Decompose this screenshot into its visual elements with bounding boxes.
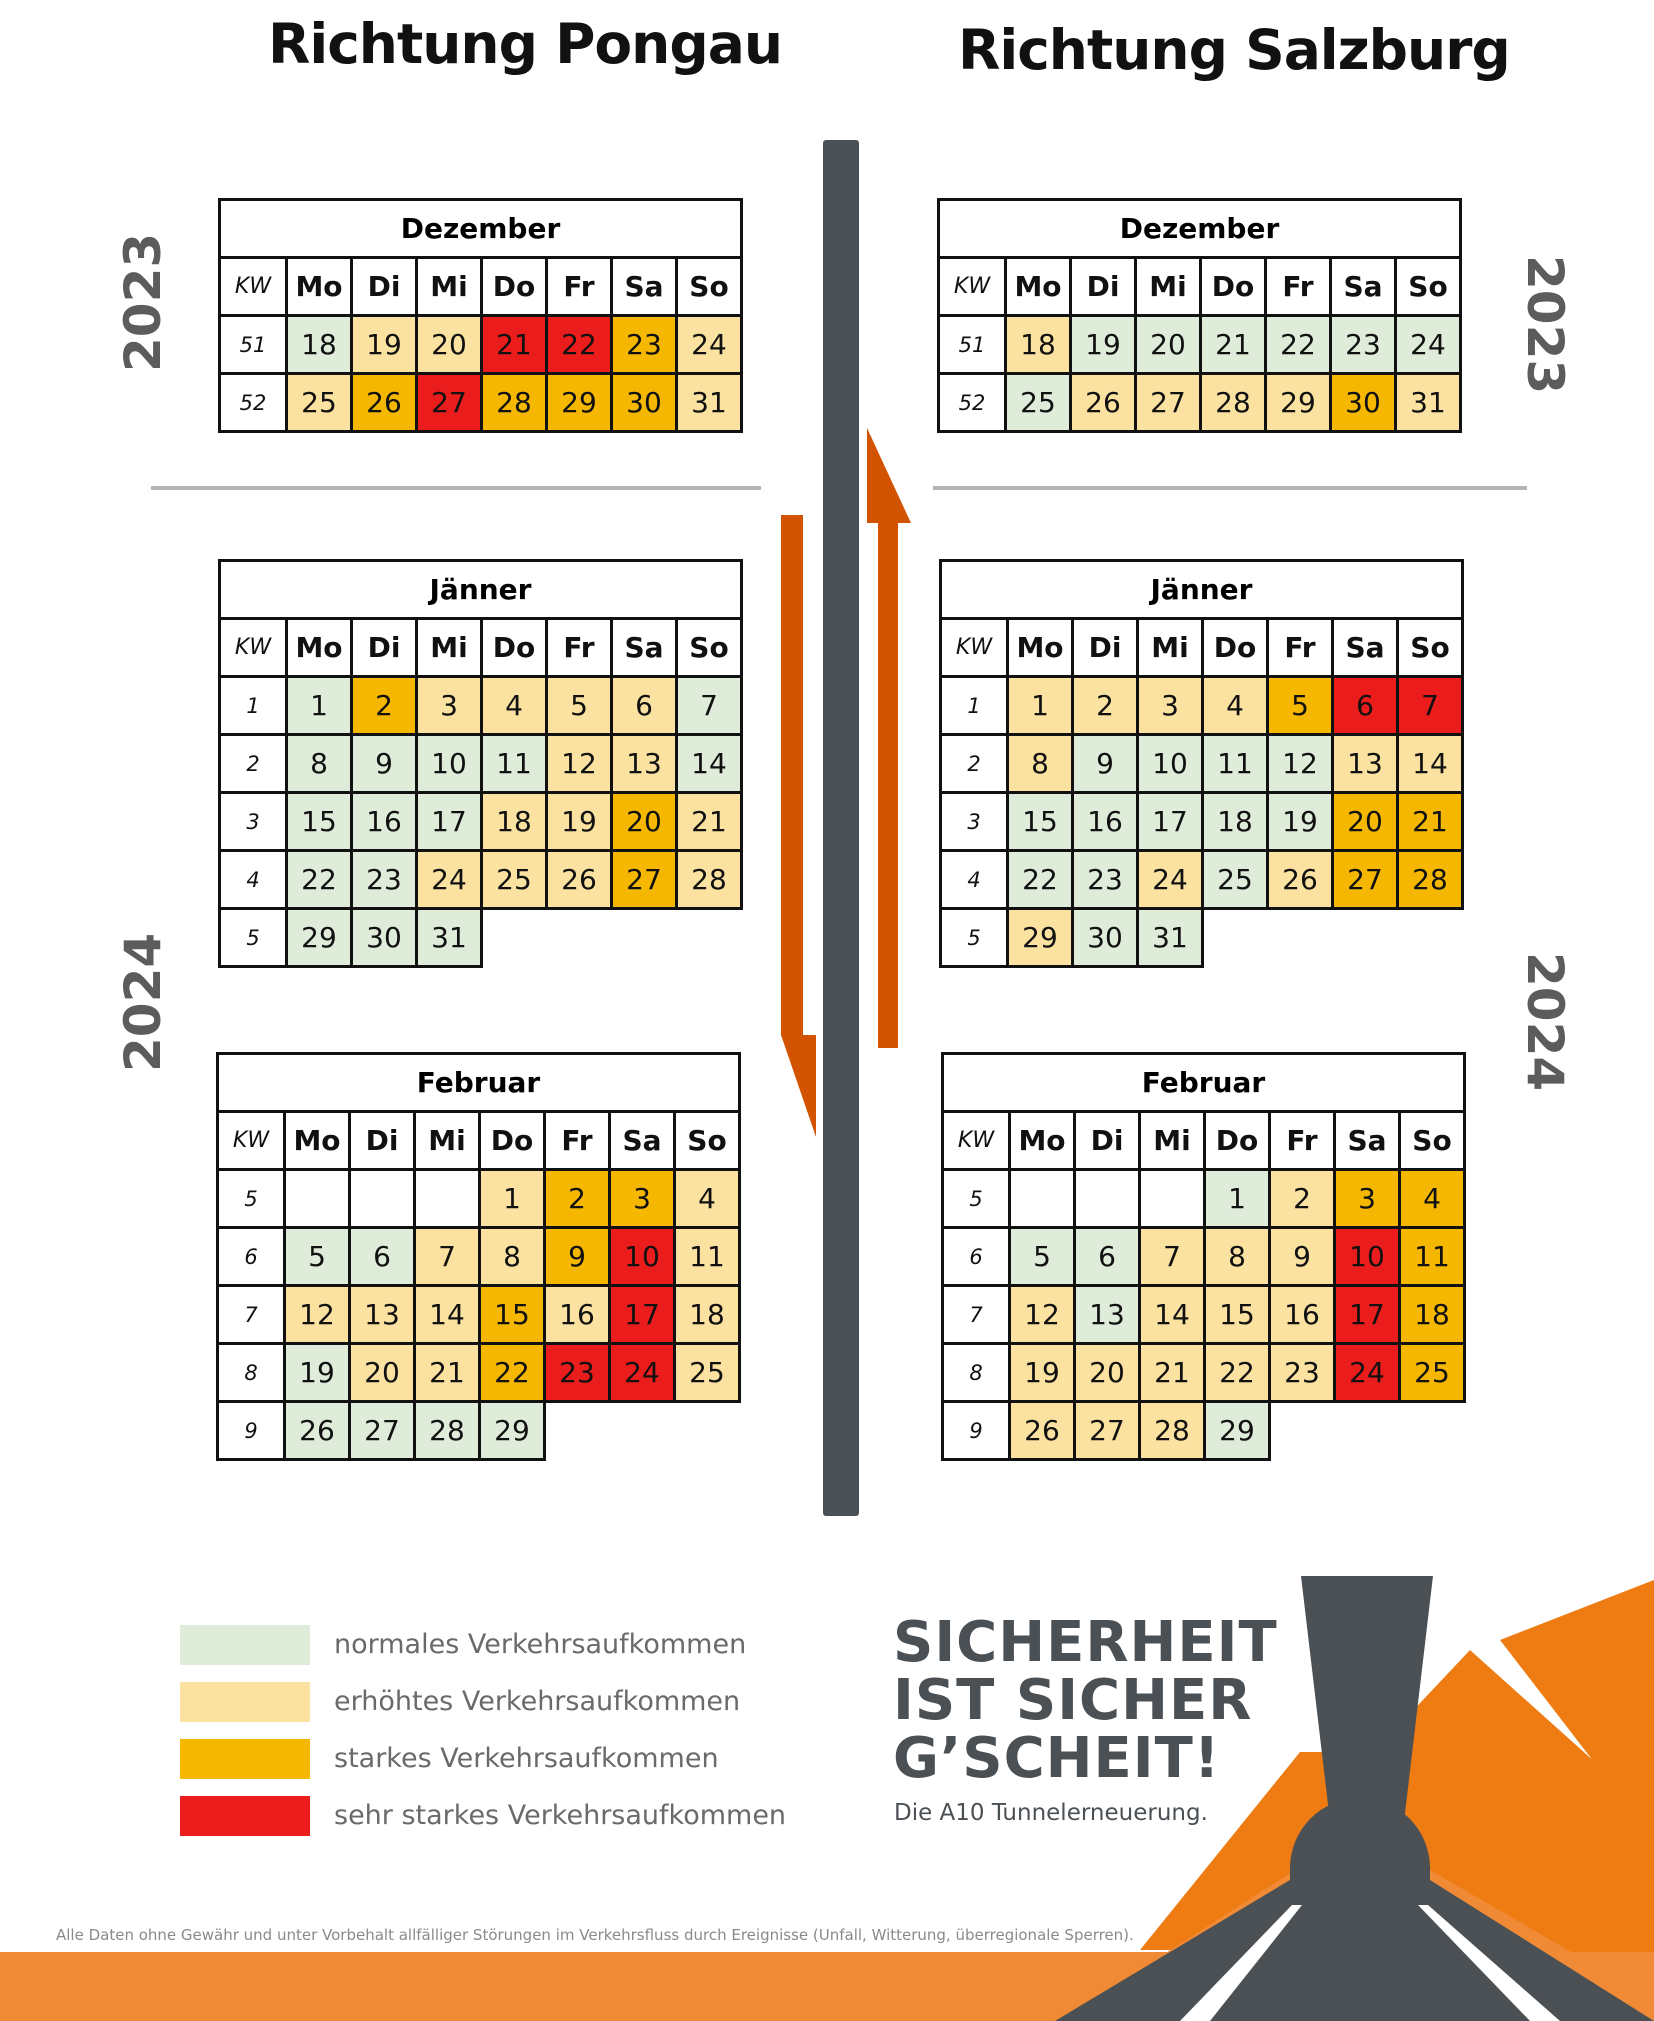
day-cell: 29 — [481, 1403, 546, 1461]
day-cell: 27 — [613, 852, 678, 910]
tunnel-mountain-graphic — [0, 1570, 1654, 2021]
weekday-header: Mi — [418, 620, 483, 678]
day-cell: 19 — [1269, 794, 1334, 852]
month-title: Dezember — [221, 201, 743, 259]
weekday-header: Mo — [1009, 620, 1074, 678]
day-cell: 29 — [288, 910, 353, 968]
day-cell: 6 — [351, 1229, 416, 1287]
empty-slot — [1204, 910, 1269, 968]
weekday-header: Fr — [1271, 1113, 1336, 1171]
day-cell: 6 — [1076, 1229, 1141, 1287]
week-number: 8 — [944, 1345, 1011, 1403]
weekday-header: Mo — [1007, 259, 1072, 317]
day-cell: 26 — [1072, 375, 1137, 433]
weekday-header: Do — [481, 1113, 546, 1171]
day-cell: 15 — [1009, 794, 1074, 852]
day-cell: 29 — [1009, 910, 1074, 968]
year-label-2023-left: 2023 — [114, 232, 172, 372]
legend-label-stark: starkes Verkehrsaufkommen — [334, 1743, 719, 1774]
month-title: Jänner — [942, 562, 1464, 620]
day-cell: 18 — [288, 317, 353, 375]
day-cell: 26 — [1269, 852, 1334, 910]
week-number: 7 — [944, 1287, 1011, 1345]
weekday-header: Fr — [546, 1113, 611, 1171]
empty-slot — [1336, 1403, 1401, 1461]
day-cell: 9 — [353, 736, 418, 794]
day-cell: 1 — [1206, 1171, 1271, 1229]
day-cell: 9 — [1271, 1229, 1336, 1287]
day-cell: 25 — [1007, 375, 1072, 433]
day-cell: 19 — [1011, 1345, 1076, 1403]
empty-slot — [1401, 1403, 1466, 1461]
day-cell: 31 — [1139, 910, 1204, 968]
day-cell: 12 — [1011, 1287, 1076, 1345]
day-cell: 30 — [613, 375, 678, 433]
kw-header: KW — [221, 259, 288, 317]
day-cell: 7 — [678, 678, 743, 736]
week-number: 1 — [221, 678, 288, 736]
slogan — [893, 1610, 1278, 1791]
road-center-bar — [823, 140, 859, 1516]
day-cell: 26 — [353, 375, 418, 433]
day-cell: 14 — [416, 1287, 481, 1345]
year-divider-left — [151, 486, 761, 490]
day-cell: 23 — [613, 317, 678, 375]
day-cell: 27 — [351, 1403, 416, 1461]
day-cell: 18 — [1007, 317, 1072, 375]
day-cell: 8 — [1009, 736, 1074, 794]
day-cell: 18 — [676, 1287, 741, 1345]
day-cell: 8 — [288, 736, 353, 794]
day-cell: 7 — [1399, 678, 1464, 736]
day-cell: 16 — [546, 1287, 611, 1345]
day-cell: 19 — [353, 317, 418, 375]
weekday-header: Mo — [288, 620, 353, 678]
day-cell: 23 — [353, 852, 418, 910]
day-cell: 2 — [1074, 678, 1139, 736]
calendar-pongau-dezember — [218, 198, 743, 433]
calendar-salzburg-februar — [941, 1052, 1466, 1461]
day-cell: 21 — [1202, 317, 1267, 375]
day-cell: 20 — [351, 1345, 416, 1403]
day-cell: 5 — [1011, 1229, 1076, 1287]
day-cell — [351, 1171, 416, 1229]
day-cell: 4 — [676, 1171, 741, 1229]
kw-header: KW — [219, 1113, 286, 1171]
weekday-header: Fr — [548, 620, 613, 678]
week-number: 4 — [942, 852, 1009, 910]
month-title: Februar — [944, 1055, 1466, 1113]
day-cell: 25 — [483, 852, 548, 910]
week-number: 8 — [219, 1345, 286, 1403]
day-cell: 21 — [1141, 1345, 1206, 1403]
month-title: Februar — [219, 1055, 741, 1113]
day-cell: 30 — [353, 910, 418, 968]
week-number: 3 — [942, 794, 1009, 852]
slogan-line-2: IST SICHER — [893, 1668, 1253, 1733]
day-cell: 13 — [351, 1287, 416, 1345]
day-cell: 29 — [548, 375, 613, 433]
weekday-header: Do — [483, 259, 548, 317]
empty-slot — [546, 1403, 611, 1461]
weekday-header: So — [678, 259, 743, 317]
day-cell: 24 — [611, 1345, 676, 1403]
day-cell: 30 — [1332, 375, 1397, 433]
empty-slot — [676, 1403, 741, 1461]
day-cell: 12 — [1269, 736, 1334, 794]
day-cell: 5 — [286, 1229, 351, 1287]
weekday-header: Sa — [613, 259, 678, 317]
day-cell: 26 — [286, 1403, 351, 1461]
day-cell: 2 — [546, 1171, 611, 1229]
day-cell: 19 — [286, 1345, 351, 1403]
weekday-header: Di — [353, 620, 418, 678]
day-cell: 20 — [1076, 1345, 1141, 1403]
day-cell: 24 — [678, 317, 743, 375]
weekday-header: Do — [483, 620, 548, 678]
day-cell: 13 — [613, 736, 678, 794]
week-number: 5 — [219, 1171, 286, 1229]
legend-label-erhoeht: erhöhtes Verkehrsaufkommen — [334, 1686, 741, 1717]
calendar-pongau-jaenner — [218, 559, 743, 968]
empty-slot — [1271, 1403, 1336, 1461]
month-title: Dezember — [940, 201, 1462, 259]
day-cell: 1 — [288, 678, 353, 736]
day-cell: 27 — [418, 375, 483, 433]
day-cell: 14 — [1399, 736, 1464, 794]
week-number: 5 — [221, 910, 288, 968]
day-cell: 6 — [1334, 678, 1399, 736]
day-cell: 30 — [1074, 910, 1139, 968]
day-cell: 18 — [1401, 1287, 1466, 1345]
day-cell: 11 — [1204, 736, 1269, 794]
day-cell: 12 — [286, 1287, 351, 1345]
weekday-header: Do — [1206, 1113, 1271, 1171]
day-cell: 8 — [481, 1229, 546, 1287]
empty-slot — [613, 910, 678, 968]
legend-label-normal: normales Verkehrsaufkommen — [334, 1629, 747, 1660]
day-cell: 9 — [1074, 736, 1139, 794]
day-cell: 25 — [288, 375, 353, 433]
year-divider-right — [933, 486, 1527, 490]
day-cell — [416, 1171, 481, 1229]
day-cell — [1076, 1171, 1141, 1229]
day-cell: 21 — [1399, 794, 1464, 852]
weekday-header: Fr — [548, 259, 613, 317]
week-number: 2 — [221, 736, 288, 794]
week-number: 9 — [944, 1403, 1011, 1461]
day-cell: 26 — [548, 852, 613, 910]
day-cell: 1 — [481, 1171, 546, 1229]
day-cell: 5 — [1269, 678, 1334, 736]
month-title: Jänner — [221, 562, 743, 620]
weekday-header: So — [1401, 1113, 1466, 1171]
day-cell: 25 — [676, 1345, 741, 1403]
heading-richtung-salzburg: Richtung Salzburg — [958, 18, 1510, 82]
day-cell: 27 — [1076, 1403, 1141, 1461]
week-number: 5 — [942, 910, 1009, 968]
day-cell: 21 — [416, 1345, 481, 1403]
empty-slot — [548, 910, 613, 968]
day-cell: 22 — [481, 1345, 546, 1403]
empty-slot — [611, 1403, 676, 1461]
day-cell: 1 — [1009, 678, 1074, 736]
day-cell: 29 — [1267, 375, 1332, 433]
weekday-header: So — [676, 1113, 741, 1171]
slogan-line-1: SICHERHEIT — [893, 1610, 1278, 1675]
day-cell: 23 — [1271, 1345, 1336, 1403]
week-number: 51 — [940, 317, 1007, 375]
day-cell: 20 — [1334, 794, 1399, 852]
empty-slot — [483, 910, 548, 968]
day-cell: 9 — [546, 1229, 611, 1287]
disclaimer-text: Alle Daten ohne Gewähr und unter Vorbehalt allfälliger Störungen im Verkehrsfluss durch Ereignisse (Unfall, Witterung, überregionale Sperren). — [56, 1926, 1134, 1944]
day-cell: 17 — [1139, 794, 1204, 852]
day-cell: 16 — [353, 794, 418, 852]
weekday-header: Mi — [1137, 259, 1202, 317]
day-cell: 10 — [1336, 1229, 1401, 1287]
week-number: 6 — [944, 1229, 1011, 1287]
day-cell: 22 — [288, 852, 353, 910]
day-cell: 22 — [1009, 852, 1074, 910]
day-cell: 16 — [1271, 1287, 1336, 1345]
calendar-salzburg-dezember — [937, 198, 1462, 433]
calendar-salzburg-jaenner — [939, 559, 1464, 968]
day-cell: 12 — [548, 736, 613, 794]
day-cell: 24 — [418, 852, 483, 910]
day-cell: 21 — [483, 317, 548, 375]
heading-richtung-pongau: Richtung Pongau — [268, 12, 782, 76]
day-cell: 11 — [1401, 1229, 1466, 1287]
day-cell: 15 — [1206, 1287, 1271, 1345]
day-cell: 28 — [1141, 1403, 1206, 1461]
day-cell: 15 — [288, 794, 353, 852]
day-cell: 25 — [1204, 852, 1269, 910]
arrow-up-icon — [864, 428, 912, 1053]
year-label-2024-left: 2024 — [114, 932, 172, 1072]
weekday-header: Sa — [1336, 1113, 1401, 1171]
empty-slot — [1269, 910, 1334, 968]
day-cell: 3 — [1336, 1171, 1401, 1229]
day-cell: 24 — [1397, 317, 1462, 375]
day-cell: 19 — [1072, 317, 1137, 375]
day-cell: 24 — [1139, 852, 1204, 910]
day-cell: 22 — [1206, 1345, 1271, 1403]
week-number: 51 — [221, 317, 288, 375]
year-label-2023-right: 2023 — [1516, 255, 1574, 395]
day-cell — [286, 1171, 351, 1229]
empty-slot — [1399, 910, 1464, 968]
day-cell: 4 — [1401, 1171, 1466, 1229]
day-cell: 23 — [546, 1345, 611, 1403]
day-cell: 7 — [416, 1229, 481, 1287]
day-cell: 22 — [548, 317, 613, 375]
kw-header: KW — [944, 1113, 1011, 1171]
week-number: 52 — [940, 375, 1007, 433]
weekday-header: Fr — [1267, 259, 1332, 317]
week-number: 5 — [944, 1171, 1011, 1229]
weekday-header: Sa — [611, 1113, 676, 1171]
weekday-header: Di — [1072, 259, 1137, 317]
weekday-header: Fr — [1269, 620, 1334, 678]
day-cell: 14 — [1141, 1287, 1206, 1345]
day-cell: 20 — [613, 794, 678, 852]
calendar-pongau-februar — [216, 1052, 741, 1461]
day-cell: 3 — [1139, 678, 1204, 736]
day-cell: 7 — [1141, 1229, 1206, 1287]
day-cell: 10 — [611, 1229, 676, 1287]
day-cell: 28 — [416, 1403, 481, 1461]
day-cell: 17 — [611, 1287, 676, 1345]
day-cell — [1011, 1171, 1076, 1229]
day-cell: 17 — [418, 794, 483, 852]
day-cell: 20 — [418, 317, 483, 375]
weekday-header: Di — [1074, 620, 1139, 678]
empty-slot — [678, 910, 743, 968]
weekday-header: Di — [351, 1113, 416, 1171]
day-cell: 24 — [1336, 1345, 1401, 1403]
day-cell: 27 — [1137, 375, 1202, 433]
day-cell: 6 — [613, 678, 678, 736]
weekday-header: Di — [1076, 1113, 1141, 1171]
day-cell: 3 — [418, 678, 483, 736]
week-number: 1 — [942, 678, 1009, 736]
day-cell: 3 — [611, 1171, 676, 1229]
day-cell: 22 — [1267, 317, 1332, 375]
day-cell: 19 — [548, 794, 613, 852]
kw-header: KW — [942, 620, 1009, 678]
day-cell: 13 — [1076, 1287, 1141, 1345]
weekday-header: Mi — [1139, 620, 1204, 678]
slogan-subline: Die A10 Tunnelerneuerung. — [894, 1800, 1208, 1826]
day-cell: 27 — [1334, 852, 1399, 910]
weekday-header: Do — [1202, 259, 1267, 317]
day-cell: 18 — [1204, 794, 1269, 852]
week-number: 9 — [219, 1403, 286, 1461]
empty-slot — [1334, 910, 1399, 968]
day-cell: 18 — [483, 794, 548, 852]
day-cell: 21 — [678, 794, 743, 852]
week-number: 6 — [219, 1229, 286, 1287]
weekday-header: So — [1397, 259, 1462, 317]
weekday-header: Do — [1204, 620, 1269, 678]
weekday-header: Mo — [286, 1113, 351, 1171]
day-cell: 28 — [1202, 375, 1267, 433]
day-cell: 28 — [1399, 852, 1464, 910]
day-cell: 25 — [1401, 1345, 1466, 1403]
day-cell: 4 — [483, 678, 548, 736]
day-cell: 5 — [548, 678, 613, 736]
weekday-header: So — [1399, 620, 1464, 678]
day-cell: 20 — [1137, 317, 1202, 375]
day-cell: 11 — [676, 1229, 741, 1287]
slogan-line-3: G’SCHEIT! — [893, 1726, 1221, 1791]
day-cell: 16 — [1074, 794, 1139, 852]
day-cell: 2 — [1271, 1171, 1336, 1229]
weekday-header: Sa — [1334, 620, 1399, 678]
weekday-header: So — [678, 620, 743, 678]
legend-label-sehr-stark: sehr starkes Verkehrsaufkommen — [334, 1800, 787, 1831]
day-cell: 23 — [1074, 852, 1139, 910]
day-cell: 10 — [1139, 736, 1204, 794]
day-cell — [1141, 1171, 1206, 1229]
weekday-header: Di — [353, 259, 418, 317]
day-cell: 28 — [678, 852, 743, 910]
week-number: 7 — [219, 1287, 286, 1345]
week-number: 3 — [221, 794, 288, 852]
day-cell: 31 — [678, 375, 743, 433]
weekday-header: Mo — [1011, 1113, 1076, 1171]
week-number: 4 — [221, 852, 288, 910]
day-cell: 31 — [1397, 375, 1462, 433]
day-cell: 10 — [418, 736, 483, 794]
arrow-down-icon — [770, 515, 818, 1140]
day-cell: 23 — [1332, 317, 1397, 375]
day-cell: 28 — [483, 375, 548, 433]
weekday-header: Mi — [418, 259, 483, 317]
weekday-header: Mi — [416, 1113, 481, 1171]
weekday-header: Mo — [288, 259, 353, 317]
day-cell: 4 — [1204, 678, 1269, 736]
weekday-header: Mi — [1141, 1113, 1206, 1171]
day-cell: 13 — [1334, 736, 1399, 794]
day-cell: 11 — [483, 736, 548, 794]
day-cell: 2 — [353, 678, 418, 736]
day-cell: 26 — [1011, 1403, 1076, 1461]
day-cell: 17 — [1336, 1287, 1401, 1345]
day-cell: 31 — [418, 910, 483, 968]
day-cell: 15 — [481, 1287, 546, 1345]
day-cell: 8 — [1206, 1229, 1271, 1287]
weekday-header: Sa — [1332, 259, 1397, 317]
week-number: 2 — [942, 736, 1009, 794]
day-cell: 14 — [678, 736, 743, 794]
kw-header: KW — [221, 620, 288, 678]
kw-header: KW — [940, 259, 1007, 317]
day-cell: 29 — [1206, 1403, 1271, 1461]
week-number: 52 — [221, 375, 288, 433]
weekday-header: Sa — [613, 620, 678, 678]
year-label-2024-right: 2024 — [1516, 952, 1574, 1092]
